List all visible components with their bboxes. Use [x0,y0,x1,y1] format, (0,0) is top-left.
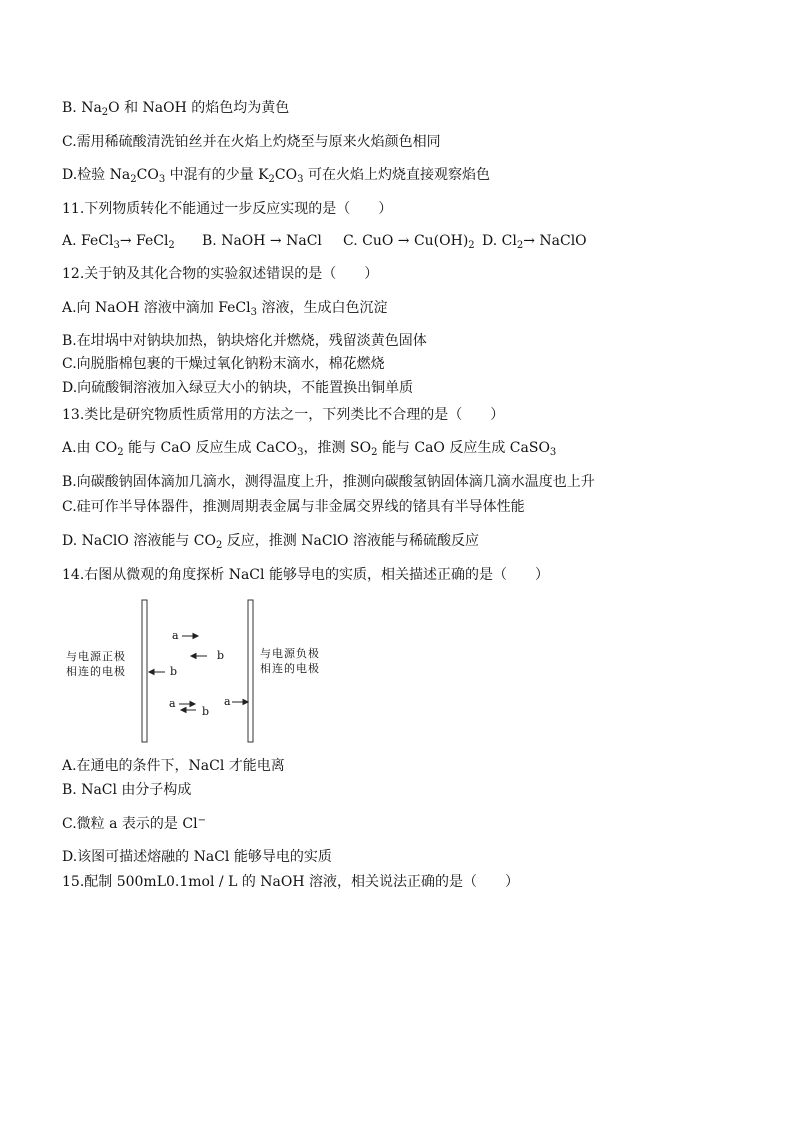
q11-options [62,231,587,251]
particle-b: b [217,649,225,662]
particle-a: a [172,629,179,642]
anode-label: 与电源正极 相连的电极 [66,650,126,678]
q10-option-b: B. $Na_2O$ 和 NaOH 的焰色均为黄色 [62,100,290,118]
question-12: 12.关于钠及其化合物的实验叙述错误的是（ ） [62,266,379,282]
q13-option-c: C.硅可作半导体器件，推测周期表金属与非金属交界线的锗具有半导体性能 [62,499,525,515]
question-15: 15.配制 500mL0.1mol / L 的 NaOH 溶液，相关说法正确的是（ ） [62,874,520,890]
q12-option-d: D.向硫酸铜溶液加入绿豆大小的钠块，不能置换出铜单质 [62,380,414,396]
q11-option-b: B. NaOH → NaCl [202,233,322,249]
q14-option-a: A.在通电的条件下，NaCl 才能电离 [62,758,285,774]
particle-b: b [170,665,178,678]
q12-option-a: A.向 NaOH 溶液中滴加 FeCl$_3$ 溶液，生成白色沉淀 [62,300,388,318]
q13-option-d: D. NaClO 溶液能与 $CO_2$ 反应，推测 NaClO 溶液能与稀硫酸反应 [62,533,479,551]
q14-option-d: D.该图可描述熔融的 NaCl 能够导电的实质 [62,849,332,865]
q11-option-d: D. $Cl_2\to$ NaClO [482,233,587,251]
electrolysis-diagram [62,598,352,746]
q12-option-c: C.向脱脂棉包裹的干燥过氧化钠粉末滴水，棉花燃烧 [62,356,385,372]
question-13: 13.类比是研究物质性质常用的方法之一，下列类比不合理的是（ ） [62,407,505,423]
q14-option-c: C.微粒 a 表示的是 Cl− [62,815,206,832]
particle-a: a [224,695,231,708]
q12-option-b: B.在坩埚中对钠块加热，钠块熔化并燃烧，残留淡黄色固体 [62,333,427,349]
particle-b: b [202,705,210,718]
question-11: 11.下列物质转化不能通过一步反应实现的是（ ） [62,201,393,217]
q13-option-b: B.向碳酸钠固体滴加几滴水，测得温度上升，推测向碳酸氢钠固体滴几滴水温度也上升 [62,474,595,490]
particle-a: a [169,697,176,710]
q10-option-d: D.检验 $Na_2CO_3$ 中混有的少量 $K_2CO_3$ 可在火焰上灼烧直接观察焰色 [62,167,490,185]
question-14: 14.右图从微观的角度探析 NaCl 能够导电的实质，相关描述正确的是（ ） [62,567,549,583]
cathode-label: 与电源负极 相连的电极 [260,647,320,675]
q11-option-a: A. FeCl$_3$→ FeCl$_2$ [62,233,175,251]
q14-option-b: B. NaCl 由分子构成 [62,782,192,798]
q10-option-c: C.需用稀硫酸清洗铂丝并在火焰上灼烧至与原来火焰颜色相同 [62,134,441,150]
q13-option-a: A.由 $CO_2$ 能与 CaO 反应生成 CaCO$_3$，推测 $SO_2$ 能与 CaO 反应生成 CaSO$_3$ [62,440,557,458]
q11-option-c: C. CuO → $Cu(OH)_2$ [343,233,475,251]
